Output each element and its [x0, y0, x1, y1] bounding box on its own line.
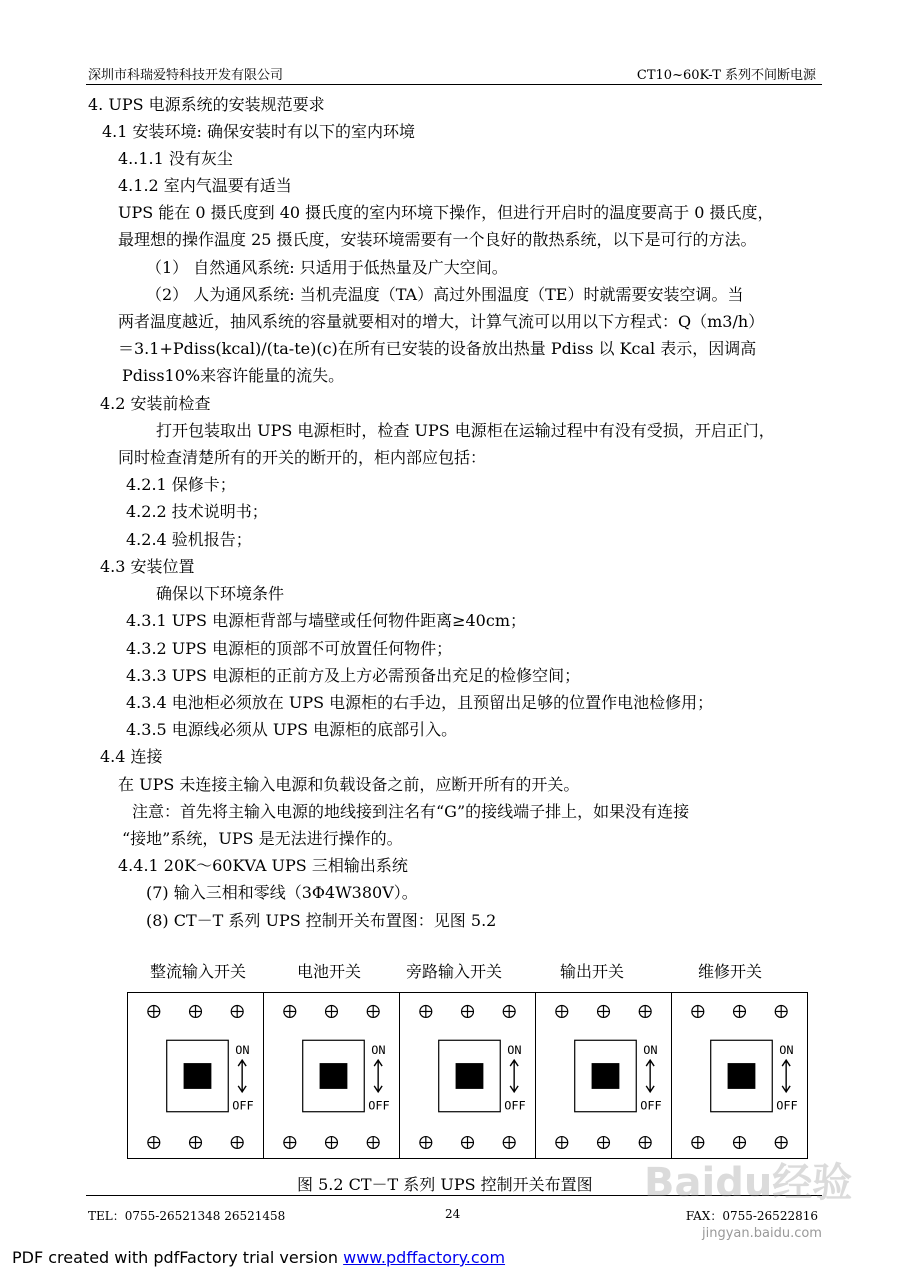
- terminal-icon: [284, 1006, 296, 1018]
- double-arrow-icon: [510, 1060, 518, 1092]
- paragraph-line: 最理想的操作温度 25 摄氏度，安装环境需要有一个良好的散热系统，以下是可行的方法。: [118, 230, 757, 249]
- off-label: OFF: [368, 1098, 390, 1113]
- terminal-icon: [556, 1006, 568, 1018]
- switch-drawing: [536, 993, 671, 1158]
- on-label: ON: [371, 1043, 386, 1058]
- off-label: OFF: [504, 1098, 526, 1113]
- switch-label-bypass: 旁路输入开关: [406, 962, 503, 981]
- list-item: 4.3.5 电源线必须从 UPS 电源柜的底部引入。: [126, 720, 458, 739]
- double-arrow-icon: [782, 1060, 790, 1092]
- off-label: OFF: [776, 1098, 798, 1113]
- terminal-icon: [462, 1137, 474, 1149]
- section-4-4-1: 4.4.1 20K～60KVA UPS 三相输出系统: [118, 856, 408, 875]
- switch-knob: [320, 1063, 348, 1089]
- paragraph-line: 注意：首先将主输入电源的地线接到注名有“G”的接线端子排上，如果没有连接: [132, 802, 690, 821]
- terminal-icon: [503, 1137, 515, 1149]
- list-item: 4.3.1 UPS 电源柜背部与墙壁或任何物件距离≥40cm；: [126, 611, 526, 630]
- switch-label-maintenance: 维修开关: [698, 962, 763, 981]
- switch-knob: [592, 1063, 620, 1089]
- section-4-title: 4. UPS 电源系统的安装规范要求: [88, 95, 325, 114]
- terminal-icon: [598, 1006, 610, 1018]
- switch-label-output: 输出开关: [560, 962, 625, 981]
- terminal-icon: [284, 1137, 296, 1149]
- terminal-icon: [734, 1006, 746, 1018]
- section-4-1-1: 4..1.1 没有灰尘: [118, 149, 233, 168]
- paragraph-line: （2） 人为通风系统: 当机壳温度（TA）高过外围温度（TE）时就需要安装空调。当: [146, 285, 744, 304]
- terminal-icon: [692, 1006, 704, 1018]
- terminal-icon: [190, 1137, 202, 1149]
- switch-knob: [456, 1063, 484, 1089]
- paragraph-line: (7) 输入三相和零线（3Φ4W380V）。: [146, 883, 418, 902]
- on-label: ON: [779, 1043, 794, 1058]
- terminal-icon: [420, 1006, 432, 1018]
- terminal-icon: [775, 1006, 787, 1018]
- svg-text:Baidu经验: Baidu经验: [644, 1160, 853, 1206]
- paragraph-line: “接地”系统，UPS 是无法进行操作的。: [122, 829, 403, 848]
- list-item: 4.3.3 UPS 电源柜的正前方及上方必需预备出充足的检修空间；: [126, 666, 581, 685]
- paragraph-line: Pdiss10%来容许能量的流失。: [122, 366, 345, 385]
- figure-caption: 图 5.2 CT－T 系列 UPS 控制开关布置图: [297, 1175, 593, 1194]
- paragraph-line: (8) CT－T 系列 UPS 控制开关布置图：见图 5.2: [146, 911, 497, 930]
- terminal-icon: [148, 1006, 160, 1018]
- terminal-icon: [231, 1137, 243, 1149]
- list-item: 4.2.4 验机报告；: [126, 530, 252, 549]
- terminal-icon: [462, 1006, 474, 1018]
- terminal-icon: [639, 1137, 651, 1149]
- terminal-icon: [231, 1006, 243, 1018]
- switch-cell: [536, 993, 672, 1158]
- switch-drawing: [128, 993, 263, 1158]
- list-item: 4.3.2 UPS 电源柜的顶部不可放置任何物件；: [126, 639, 453, 658]
- switch-cell: [128, 993, 264, 1158]
- switch-layout-diagram: [127, 992, 808, 1159]
- section-4-1-2: 4.1.2 室内气温要有适当: [118, 176, 292, 195]
- switch-label-rectifier: 整流输入开关: [150, 962, 247, 981]
- paragraph-line: 在 UPS 未连接主输入电源和负载设备之前，应断开所有的开关。: [118, 775, 580, 794]
- off-label: OFF: [232, 1098, 254, 1113]
- switch-drawing: [400, 993, 535, 1158]
- watermark-url: jingyan.baidu.com: [702, 1226, 822, 1241]
- paragraph-line: （1） 自然通风系统: 只适用于低热量及广大空间。: [146, 258, 508, 277]
- terminal-icon: [367, 1137, 379, 1149]
- paragraph-line: ＝3.1+Pdiss(kcal)/(ta-te)(c)在所有已安装的设备放出热量 Pdiss 以 Kcal 表示，因调高: [118, 339, 757, 358]
- terminal-icon: [148, 1137, 160, 1149]
- switch-cell: [672, 993, 807, 1158]
- terminal-icon: [326, 1137, 338, 1149]
- switch-knob: [728, 1063, 756, 1089]
- double-arrow-icon: [374, 1060, 382, 1092]
- switch-cell: [400, 993, 536, 1158]
- off-label: OFF: [640, 1098, 662, 1113]
- paragraph-line: 同时检查清楚所有的开关的断开的，柜内部应包括：: [118, 448, 487, 467]
- switch-drawing: [672, 993, 807, 1158]
- footer-fax: FAX：0755-26522816: [685, 1209, 818, 1223]
- terminal-icon: [326, 1006, 338, 1018]
- terminal-icon: [639, 1006, 651, 1018]
- header-rule: [86, 84, 822, 85]
- terminal-icon: [598, 1137, 610, 1149]
- terminal-icon: [734, 1137, 746, 1149]
- baidu-watermark-logo: [642, 1150, 862, 1230]
- pdffactory-link[interactable]: www.pdffactory.com: [343, 1248, 506, 1267]
- paragraph-line: 确保以下环境条件: [156, 584, 285, 603]
- list-item: 4.3.4 电池柜必须放在 UPS 电源柜的右手边，且预留出足够的位置作电池检修用；: [126, 693, 714, 712]
- pdf-footer: [12, 1248, 505, 1267]
- section-4-2: 4.2 安装前检查: [100, 394, 211, 413]
- switch-cell: [264, 993, 400, 1158]
- switch-label-battery: 电池开关: [297, 962, 362, 981]
- on-label: ON: [643, 1043, 658, 1058]
- terminal-icon: [692, 1137, 704, 1149]
- paragraph-line: 两者温度越近，抽风系统的容量就要相对的增大，计算气流可以用以下方程式：Q（m3/h）: [118, 312, 765, 331]
- switch-drawing: [264, 993, 399, 1158]
- double-arrow-icon: [646, 1060, 654, 1092]
- footer-tel: TEL：0755-26521348 26521458: [88, 1209, 286, 1223]
- terminal-icon: [503, 1006, 515, 1018]
- list-item: 4.2.2 技术说明书；: [126, 502, 268, 521]
- header-company: 深圳市科瑞爱特科技开发有限公司: [88, 68, 284, 83]
- section-4-1: 4.1 安装环境: 确保安装时有以下的室内环境: [102, 122, 416, 141]
- header-product: CT10~60K-T 系列不间断电源: [636, 68, 816, 83]
- page-number: 24: [445, 1207, 461, 1221]
- section-4-3: 4.3 安装位置: [100, 557, 195, 576]
- section-4-4: 4.4 连接: [100, 747, 163, 766]
- on-label: ON: [235, 1043, 250, 1058]
- terminal-icon: [190, 1006, 202, 1018]
- paragraph-line: 打开包装取出 UPS 电源柜时，检查 UPS 电源柜在运输过程中有没有受损，开启正门，: [156, 421, 775, 440]
- paragraph-line: UPS 能在 0 摄氏度到 40 摄氏度的室内环境下操作，但进行开启时的温度要高于 0 摄氏度，: [118, 203, 774, 222]
- terminal-icon: [420, 1137, 432, 1149]
- terminal-icon: [775, 1137, 787, 1149]
- double-arrow-icon: [238, 1060, 246, 1092]
- list-item: 4.2.1 保修卡；: [126, 475, 236, 494]
- pdf-footer-text: PDF created with pdfFactory trial version: [12, 1248, 344, 1267]
- terminal-icon: [556, 1137, 568, 1149]
- switch-knob: [184, 1063, 212, 1089]
- on-label: ON: [507, 1043, 522, 1058]
- terminal-icon: [367, 1006, 379, 1018]
